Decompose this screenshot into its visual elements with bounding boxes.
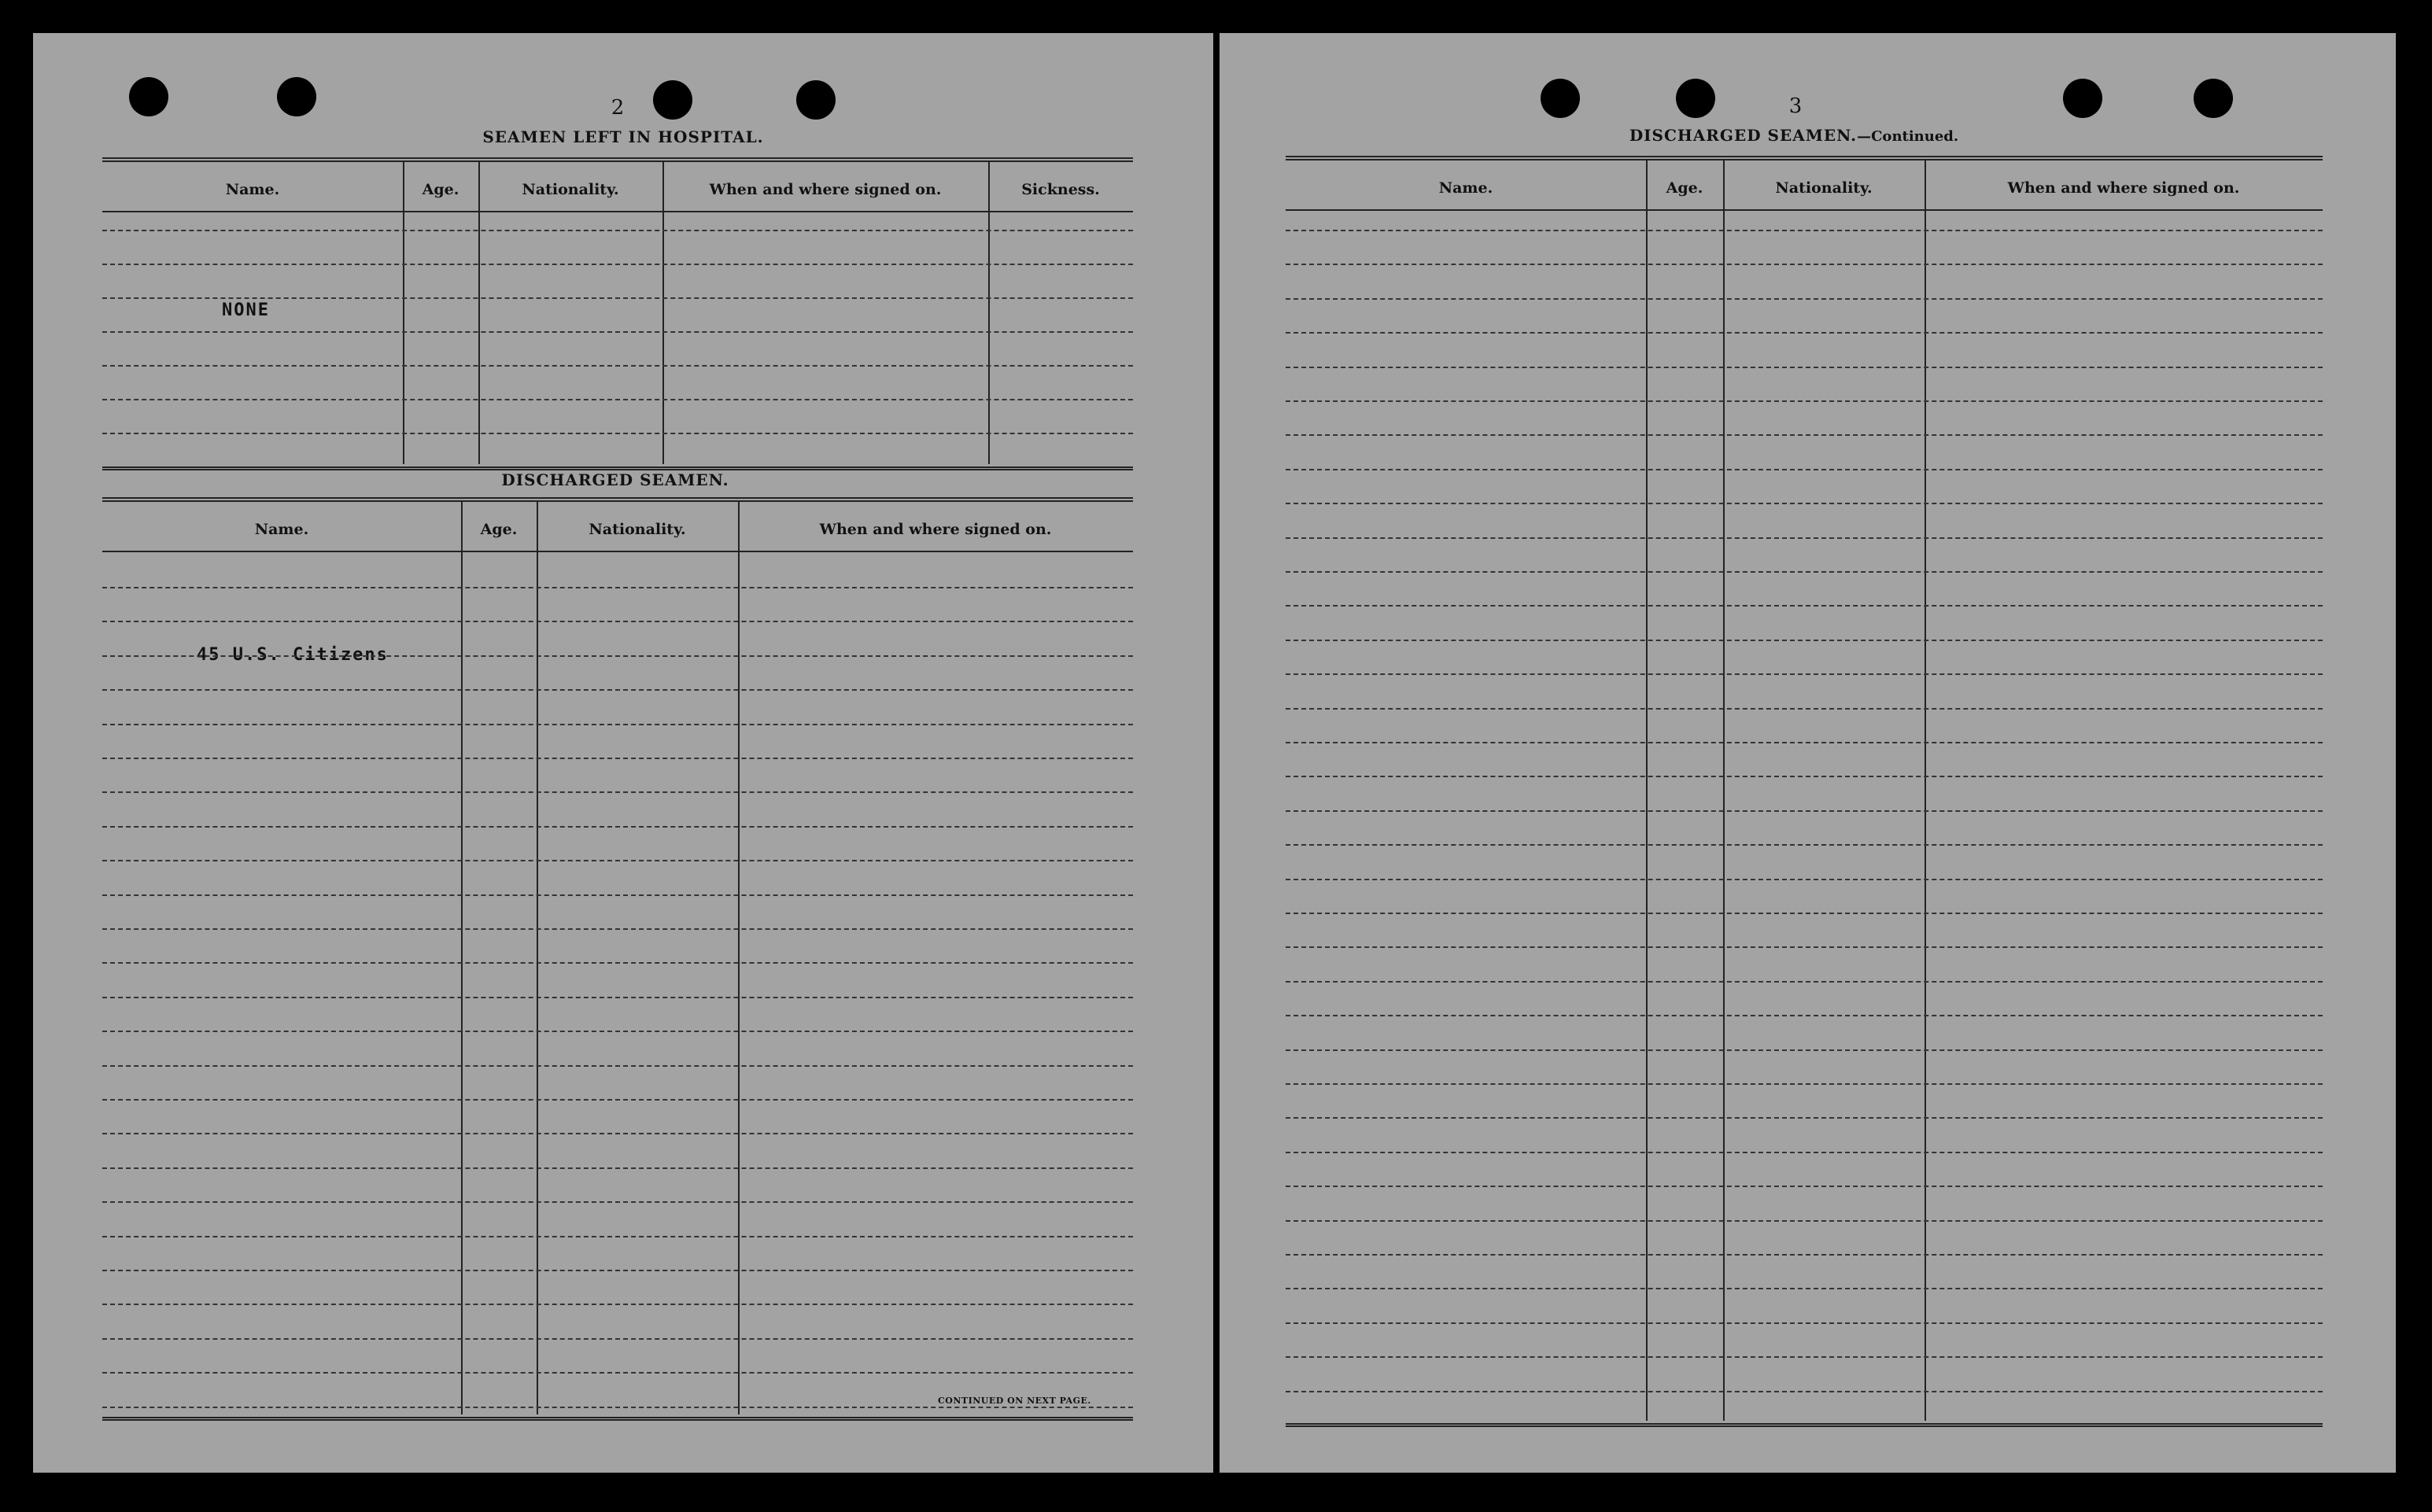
col-header-age: Age.: [1666, 179, 1703, 197]
ruled-line: [1286, 571, 2323, 573]
ruled-line: [1286, 708, 2323, 710]
page-number: 2: [611, 96, 625, 120]
ruled-line: [1286, 1391, 2323, 1392]
binder-hole: [653, 80, 692, 120]
ruled-line: [102, 399, 1133, 400]
col-header-signed-on: When and where signed on.: [819, 521, 1052, 538]
ruled-line: [102, 1065, 1133, 1067]
discharged-section-title: DISCHARGED SEAMEN.: [501, 470, 729, 489]
binder-hole: [2063, 79, 2102, 118]
ruled-line: [1286, 776, 2323, 777]
ruled-line: [1286, 810, 2323, 812]
ruled-line: [102, 826, 1133, 828]
col-header-age: Age.: [480, 521, 518, 538]
discharged-entry: 45 U.S. Citizens: [197, 645, 389, 665]
title-suffix: —Continued.: [1857, 128, 1959, 145]
ruled-line: [1286, 1015, 2323, 1016]
column-divider: [1925, 160, 1926, 1421]
ruled-line: [102, 433, 1133, 434]
ruled-line: [102, 587, 1133, 588]
col-header-name: Name.: [1438, 179, 1493, 197]
ruled-line: [1286, 1049, 2323, 1051]
ruled-line: [1286, 264, 2323, 265]
ruled-line: [102, 621, 1133, 622]
col-header-name: Name.: [225, 181, 280, 198]
ruled-line: [1286, 605, 2323, 607]
discharged-continued-header: [1286, 160, 2323, 211]
continued-note: CONTINUED ON NEXT PAGE.: [938, 1396, 1091, 1406]
discharged-table-header: [102, 502, 1133, 552]
ruled-line: [1286, 1152, 2323, 1153]
table-bottom-rule: [1286, 1423, 2323, 1427]
ruled-line: [1286, 879, 2323, 880]
ruled-line: [102, 689, 1133, 691]
col-header-nationality: Nationality.: [589, 521, 686, 538]
hospital-entry: NONE: [222, 301, 270, 320]
binder-hole: [277, 77, 316, 116]
ruled-line: [1286, 673, 2323, 675]
ruled-line: [102, 1031, 1133, 1032]
ruled-line: [1286, 434, 2323, 436]
ruled-line: [1286, 367, 2323, 368]
ruled-line: [102, 1338, 1133, 1340]
left-page: [33, 33, 1213, 1473]
ruled-line: [102, 1201, 1133, 1203]
hospital-table: [102, 157, 1133, 464]
col-header-nationality: Nationality.: [1775, 179, 1873, 197]
binder-hole: [2194, 79, 2233, 118]
ruled-line: [102, 997, 1133, 998]
col-header-name: Name.: [254, 521, 309, 538]
column-divider: [537, 502, 538, 1414]
hospital-section-title: SEAMEN LEFT IN HOSPITAL.: [482, 127, 764, 146]
ruled-line: [1286, 469, 2323, 470]
ruled-line: [102, 860, 1133, 861]
column-divider: [1723, 160, 1725, 1421]
column-divider: [988, 162, 990, 464]
ruled-line: [102, 1372, 1133, 1374]
ruled-line: [102, 1236, 1133, 1237]
ruled-line: [102, 365, 1133, 367]
ruled-line: [1286, 913, 2323, 914]
ruled-line: [1286, 503, 2323, 504]
ruled-line: [1286, 537, 2323, 539]
col-header-signed-on: When and where signed on.: [709, 181, 942, 198]
ruled-line: [1286, 298, 2323, 300]
ruled-line: [102, 655, 1133, 657]
ruled-line: [1286, 742, 2323, 743]
binder-hole: [129, 77, 168, 116]
column-divider: [461, 502, 463, 1414]
binder-hole: [796, 80, 836, 120]
ruled-line: [102, 1167, 1133, 1169]
column-divider: [738, 502, 740, 1414]
ruled-line: [102, 1099, 1133, 1101]
column-divider: [1646, 160, 1648, 1421]
ruled-line: [1286, 230, 2323, 231]
ruled-line: [1286, 1254, 2323, 1256]
ruled-line: [1286, 946, 2323, 948]
ruled-line: [102, 724, 1133, 725]
ruled-line: [102, 1270, 1133, 1271]
ruled-line: [1286, 640, 2323, 641]
ruled-line: [102, 894, 1133, 896]
discharged-continued-table: [1286, 156, 2323, 1421]
ruled-line: [102, 230, 1133, 231]
binder-hole: [1676, 79, 1715, 118]
page-number: 3: [1788, 94, 1803, 118]
ruled-line: [1286, 1288, 2323, 1289]
ruled-line: [1286, 1322, 2323, 1324]
col-header-age: Age.: [422, 181, 459, 198]
ruled-line: [1286, 332, 2323, 334]
ruled-line: [1286, 1117, 2323, 1119]
table-bottom-rule: [102, 1417, 1133, 1421]
ruled-line: [1286, 400, 2323, 402]
col-header-sickness: Sickness.: [1021, 181, 1100, 198]
ruled-line: [102, 928, 1133, 930]
ruled-line: [1286, 1186, 2323, 1187]
ruled-line: [1286, 1356, 2323, 1358]
right-page: [1220, 33, 2396, 1473]
ruled-line: [102, 758, 1133, 759]
ruled-line: [102, 331, 1133, 333]
ruled-line: [102, 297, 1133, 299]
ruled-line: [1286, 844, 2323, 846]
col-header-nationality: Nationality.: [522, 181, 619, 198]
discharged-continued-title: [1558, 126, 2030, 145]
title-main: DISCHARGED SEAMEN.: [1629, 126, 1858, 145]
column-divider: [403, 162, 404, 464]
binder-hole: [1541, 79, 1580, 118]
ruled-line: [1286, 981, 2323, 983]
ruled-line: [102, 1133, 1133, 1134]
ruled-line: [102, 1407, 1133, 1408]
column-divider: [478, 162, 480, 464]
ruled-line: [1286, 1220, 2323, 1222]
ruled-line: [102, 962, 1133, 964]
ruled-line: [102, 1304, 1133, 1305]
ruled-line: [102, 791, 1133, 793]
ruled-line: [1286, 1083, 2323, 1085]
hospital-table-header: [102, 162, 1133, 212]
ruled-line: [102, 264, 1133, 265]
col-header-signed-on: When and where signed on.: [2007, 179, 2240, 197]
discharged-table: [102, 497, 1133, 1414]
column-divider: [662, 162, 664, 464]
